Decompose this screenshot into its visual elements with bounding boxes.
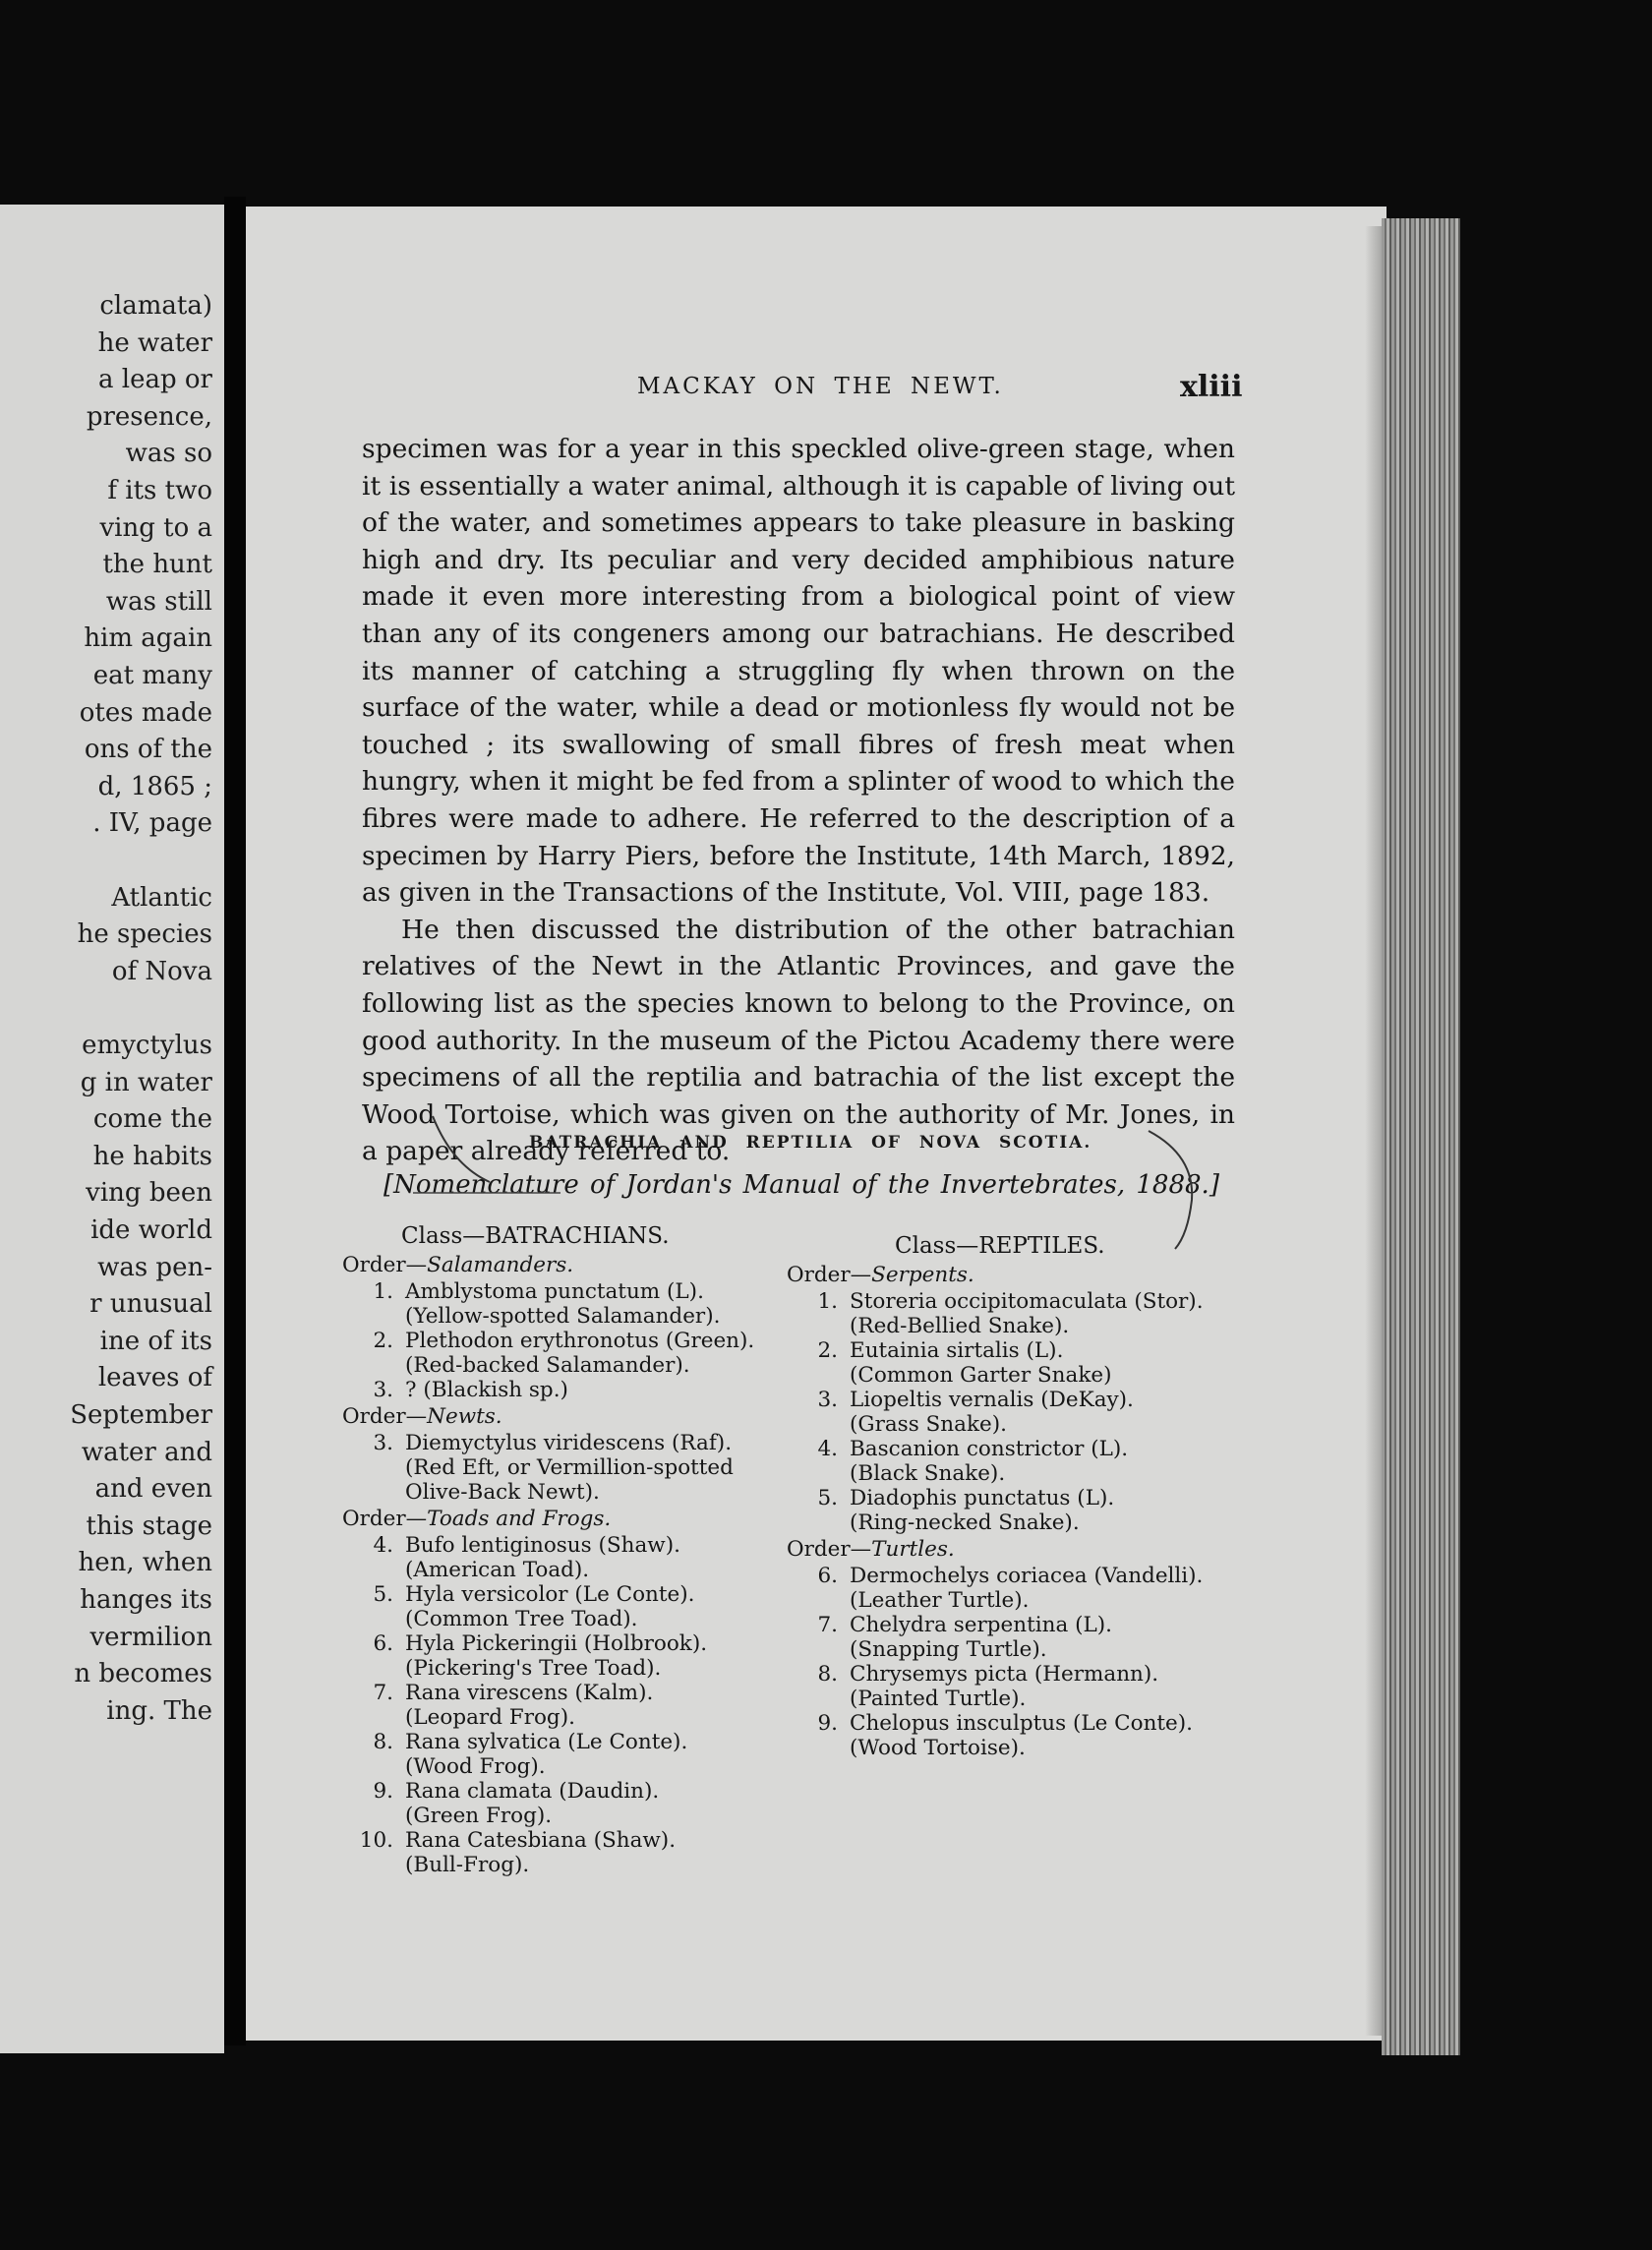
left-page-line: of Nova <box>111 956 212 986</box>
species-common-name: (Leopard Frog). <box>405 1705 575 1730</box>
book-gutter <box>224 197 246 2045</box>
order-label: Order— <box>342 1253 428 1277</box>
left-page-line: this stage <box>86 1510 212 1541</box>
left-page-line: Atlantic <box>111 882 212 913</box>
species-latin-name: Bufo lentiginosus (Shaw). <box>405 1533 680 1558</box>
order-label: Order— <box>342 1507 428 1531</box>
pencil-annotation-marks <box>246 207 1386 2041</box>
species-number: 6. <box>373 1631 393 1656</box>
left-page-line: him again <box>84 623 212 654</box>
order-label: Order— <box>787 1263 872 1287</box>
species-number: 3. <box>373 1378 393 1402</box>
species-common-name: (Black Snake). <box>850 1461 1006 1486</box>
list-title: BATRACHIA AND REPTILIA OF NOVA SCOTIA. <box>529 1133 1092 1153</box>
left-page-line: was so <box>125 439 212 469</box>
species-number: 2. <box>373 1329 393 1353</box>
species-latin-name: Amblystoma punctatum (L). <box>405 1279 704 1304</box>
left-page-line: he species <box>77 919 212 950</box>
order-label: Order— <box>787 1537 872 1562</box>
nomenclature-note: [Nomenclature of Jordan's Manual of the Invertebrates, 1888.] <box>384 1170 1219 1200</box>
species-common-name: (Red Eft, or Vermillion-spotted Olive-Back Newt). <box>405 1455 734 1505</box>
species-common-name: (Bull-Frog). <box>405 1853 530 1877</box>
species-number: 9. <box>817 1711 838 1736</box>
left-page-line: vermilion <box>89 1622 212 1652</box>
species-number: 1. <box>373 1279 393 1304</box>
left-page-line: ving been <box>86 1178 212 1209</box>
species-common-name: (Red-Bellied Snake). <box>850 1314 1070 1338</box>
species-number: 4. <box>817 1437 838 1461</box>
order-name: Serpents. <box>871 1263 974 1287</box>
left-page-line: was still <box>105 586 212 617</box>
left-page-line: n becomes <box>74 1659 212 1689</box>
left-page-line: and even <box>94 1474 212 1505</box>
right-page <box>246 207 1386 2041</box>
species-latin-name: Diadophis punctatus (L). <box>850 1486 1115 1510</box>
left-page-line: clamata) <box>99 291 212 321</box>
species-common-name: (Snapping Turtle). <box>850 1637 1047 1662</box>
paragraph: specimen was for a year in this speckled olive-green stage, when it is essentially a water animal, although it is capable of living out of the water, and sometimes appears to take pleasure in basking high and dry. Its peculiar and very decided amphibious nature made it even more interesting from a biological point of view than any of its congeners among our batrachians. He described its manner of catching a struggling fly when thrown on the surface of the water, while a dead or motionless fly would not be touched ; its swallowing of small fibres of fresh meat when hungry, when it might be fed from a splinter of wood to which the fibres were made to adhere. He referred to the description of a specimen by Harry Piers, before the Institute, 14th March, 1892, as given in the Transactions of the Institute, Vol. VIII, page 183. <box>362 434 1235 909</box>
species-number: 5. <box>373 1582 393 1607</box>
species-common-name: (Common Tree Toad). <box>405 1607 638 1631</box>
species-common-name: (Yellow-spotted Salamander). <box>405 1304 721 1329</box>
left-page-line: he water <box>97 327 212 358</box>
species-common-name: (Common Garter Snake) <box>850 1363 1112 1388</box>
left-page-line: September <box>70 1400 212 1430</box>
left-page-line: d, 1865 ; <box>97 771 212 801</box>
left-page-line: was pen- <box>97 1252 212 1282</box>
order-name: Salamanders. <box>427 1253 574 1277</box>
species-latin-name: Bascanion constrictor (L). <box>850 1437 1129 1461</box>
left-page-line: hanges its <box>80 1585 212 1615</box>
left-page-line: ide world <box>90 1215 212 1245</box>
species-common-name: (Red-backed Salamander). <box>405 1353 690 1378</box>
species-latin-name: Rana Catesbiana (Shaw). <box>405 1828 677 1853</box>
page-number: xliii <box>1180 370 1243 404</box>
species-latin-name: Plethodon erythronotus (Green). <box>405 1329 755 1353</box>
left-page-line: g in water <box>80 1067 212 1097</box>
class-heading: Class—REPTILES. <box>895 1233 1105 1259</box>
left-page-line: r unusual <box>89 1289 212 1320</box>
species-number: 3. <box>817 1388 838 1412</box>
species-latin-name: Chrysemys picta (Hermann). <box>850 1662 1159 1687</box>
order-name: Turtles. <box>871 1537 955 1562</box>
species-latin-name: ? (Blackish sp.) <box>405 1378 568 1402</box>
species-number: 6. <box>817 1564 838 1588</box>
species-number: 5. <box>817 1486 838 1510</box>
species-number: 7. <box>373 1681 393 1705</box>
species-number: 3. <box>373 1431 393 1455</box>
species-number: 1. <box>817 1289 838 1314</box>
species-common-name: (Ring-necked Snake). <box>850 1510 1080 1535</box>
left-page-line: ving to a <box>99 512 212 543</box>
left-page-line: water and <box>81 1437 212 1467</box>
order-label: Order— <box>342 1404 428 1429</box>
left-page-line: f its two <box>107 476 212 505</box>
left-page-line: ons of the <box>84 735 212 765</box>
species-latin-name: Storeria occipitomaculata (Stor). <box>850 1289 1204 1314</box>
running-head: MACKAY ON THE NEWT. <box>637 374 1004 399</box>
left-page-line: presence, <box>86 401 212 432</box>
order-name: Toads and Frogs. <box>427 1507 612 1531</box>
species-common-name: (Green Frog). <box>405 1804 553 1828</box>
left-page-line: leaves of <box>97 1363 212 1393</box>
species-common-name: (Grass Snake). <box>850 1412 1007 1437</box>
species-latin-name: Rana virescens (Kalm). <box>405 1681 654 1705</box>
left-page-line: ing. The <box>106 1695 212 1726</box>
species-common-name: (Wood Tortoise). <box>850 1736 1026 1760</box>
species-number: 9. <box>373 1779 393 1804</box>
species-common-name: (Leather Turtle). <box>850 1588 1030 1613</box>
class-heading: Class—BATRACHIANS. <box>401 1223 670 1249</box>
left-page <box>0 205 224 2053</box>
species-number: 4. <box>373 1533 393 1558</box>
left-page-line: ine of its <box>99 1326 212 1356</box>
left-page-line: he habits <box>92 1141 212 1171</box>
species-latin-name: Eutainia sirtalis (L). <box>850 1338 1064 1363</box>
species-latin-name: Diemyctylus viridescens (Raf). <box>405 1431 733 1455</box>
left-page-line: otes made <box>79 697 212 728</box>
species-common-name: (Pickering's Tree Toad). <box>405 1656 662 1681</box>
species-number: 7. <box>817 1613 838 1637</box>
left-page-line: a leap or <box>98 365 212 395</box>
species-latin-name: Dermochelys coriacea (Vandelli). <box>850 1564 1204 1588</box>
species-number: 8. <box>373 1730 393 1754</box>
species-number: 10. <box>359 1828 393 1853</box>
order-name: Newts. <box>427 1404 502 1429</box>
page-stack-edge <box>1382 218 1460 2055</box>
species-latin-name: Hyla versicolor (Le Conte). <box>405 1582 695 1607</box>
species-common-name: (Wood Frog). <box>405 1754 546 1779</box>
species-latin-name: Hyla Pickeringii (Holbrook). <box>405 1631 708 1656</box>
species-latin-name: Chelydra serpentina (L). <box>850 1613 1113 1637</box>
species-latin-name: Rana clamata (Daudin). <box>405 1779 660 1804</box>
left-page-line: hen, when <box>78 1548 212 1578</box>
left-page-line: come the <box>92 1104 212 1135</box>
species-number: 2. <box>817 1338 838 1363</box>
paragraph: He then discussed the distribution of the other batrachian relatives of the Newt in the Atlantic Provinces, and gave the following list as the species known to belong to the Province, on good authority. In the museum of the Pictou Academy there were specimens of all the reptilia and batrachia of the list except the Wood Tortoise, which was given on the authority of Mr. Jones, in a paper already referred to. <box>362 914 1235 1167</box>
left-page-line: the hunt <box>102 550 212 580</box>
species-latin-name: Liopeltis vernalis (DeKay). <box>850 1388 1134 1412</box>
species-common-name: (Painted Turtle). <box>850 1687 1027 1711</box>
left-page-line: emyctylus <box>82 1031 212 1060</box>
left-page-line: . IV, page <box>92 808 212 839</box>
left-page-line: eat many <box>92 661 212 690</box>
species-common-name: (American Toad). <box>405 1558 590 1582</box>
species-latin-name: Rana sylvatica (Le Conte). <box>405 1730 688 1754</box>
species-number: 8. <box>817 1662 838 1687</box>
species-latin-name: Chelopus insculptus (Le Conte). <box>850 1711 1194 1736</box>
